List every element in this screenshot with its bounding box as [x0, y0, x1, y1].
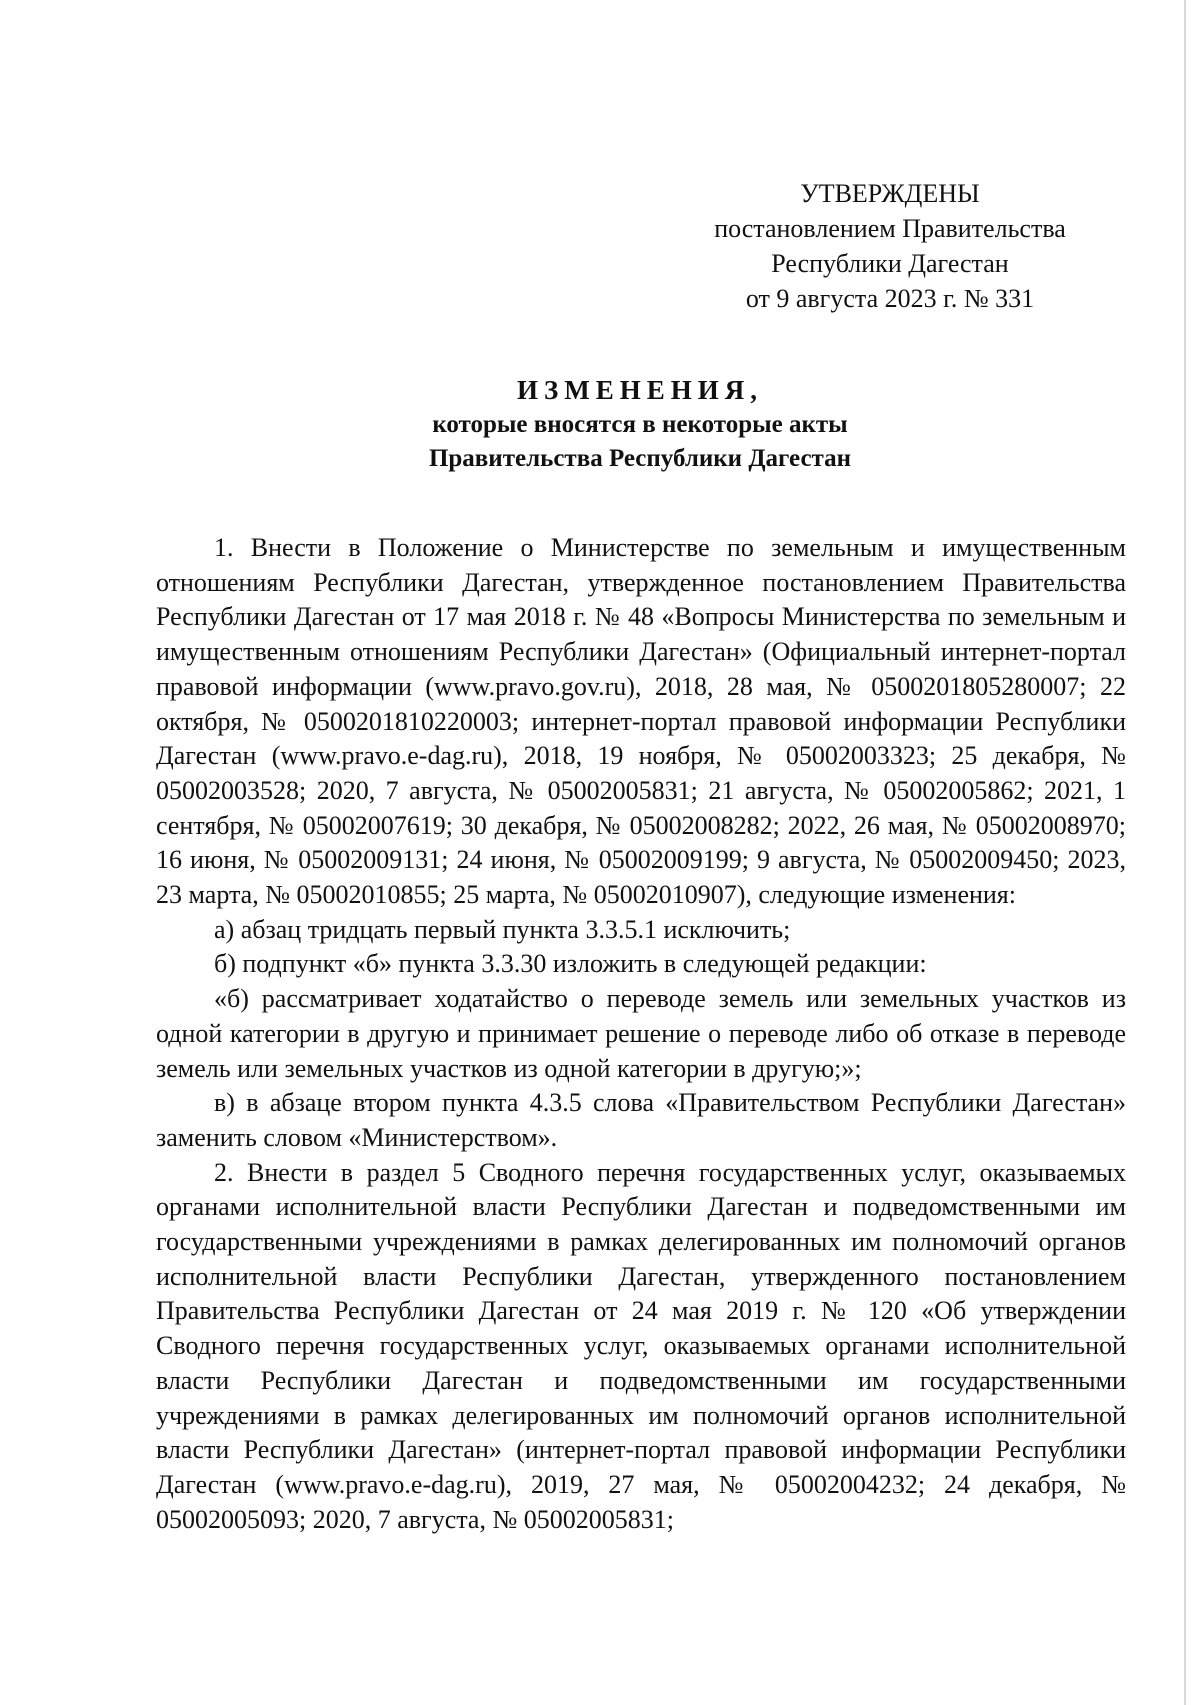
document-title: ИЗМЕНЕНИЯ, [516, 375, 763, 405]
document-subtitle-line-1: которые вносятся в некоторые акты [432, 411, 848, 438]
paragraph-item-1: 1. Внести в Положение о Министерстве по земельным и имущественным отношениям Республики Дагестан, утвержденное постановлением Правительства Республики Дагестан от 17 мая 2018 г. № 48 «Вопросы Министерства по земельным и имущественным отношениям Республики Дагестан» (Официальный интернет-портал правовой информации (www.pravo.gov.ru), 2018, 28 мая, № 0500201805280007; 22 октября, № 0500201810220003; интернет-портал правовой информации Республики Дагестан (www.pravo.e-dag.ru), 2018, 19 ноября, № 05002003323; 25 декабря, № 05002003528; 2020, 7 августа, № 05002005831; 21 августа, № 05002005862; 2021, 1 сентября, № 05002007619; 30 декабря, № 05002008282; 2022, 26 мая, № 05002008970; 16 июня, № 05002009131; 24 июня, № 05002009199; 9 августа, № 05002009450; 2023, 23 марта, № 05002010855; 25 марта, № 05002010907), следующие изменения: [156, 533, 1126, 910]
approval-line-1: УТВЕРЖДЕНЫ [800, 179, 980, 208]
paragraph-subitem-a: а) абзац тридцать первый пункта 3.3.5.1 исключить; [214, 914, 791, 944]
approval-stamp-block [700, 176, 1080, 316]
approval-line-4: от 9 августа 2023 г. № 331 [745, 284, 1035, 313]
scan-edge-line [1184, 0, 1186, 1705]
document-body [156, 531, 1126, 1537]
document-title-block [150, 372, 1130, 476]
paragraph-item-2: 2. Внести в раздел 5 Сводного перечня государственных услуг, оказываемых органами исполнительной власти Республики Дагестан и подведомственными им государственными учреждениями в рамках делегированных им полномочий органов исполнительной власти Республики Дагестан, утвержденного постановлением Правительства Республики Дагестан от 24 мая 2019 г. № 120 «Об утверждении Сводного перечня государственных услуг, оказываемых органами исполнительной власти Республики Дагестан и подведомственными им государственными учреждениями в рамках делегированных им полномочий органов исполнительной власти Республики Дагестан» (интернет-портал правовой информации Республики Дагестан (www.pravo.e-dag.ru), 2019, 27 мая, № 05002004232; 24 декабря, № 05002005093; 2020, 7 августа, № 05002005831; [156, 1157, 1126, 1534]
paragraph-quoted-text: «б) рассматривает ходатайство о переводе земель или земельных участков из одной категории в другую и принимает решение о переводе либо об отказе в переводе земель или земельных участков из одной категории в другую;»; [156, 984, 1126, 1083]
paragraph-subitem-v: в) в абзаце втором пункта 4.3.5 слова «Правительством Республики Дагестан» заменить словом «Министерством». [156, 1088, 1126, 1152]
document-subtitle-line-2: Правительства Республики Дагестан [428, 445, 852, 472]
paragraph-subitem-b: б) подпункт «б» пункта 3.3.30 изложить в следующей редакции: [214, 949, 927, 979]
approval-line-3: Республики Дагестан [771, 249, 1009, 278]
approval-line-2: постановлением Правительства [714, 214, 1066, 243]
